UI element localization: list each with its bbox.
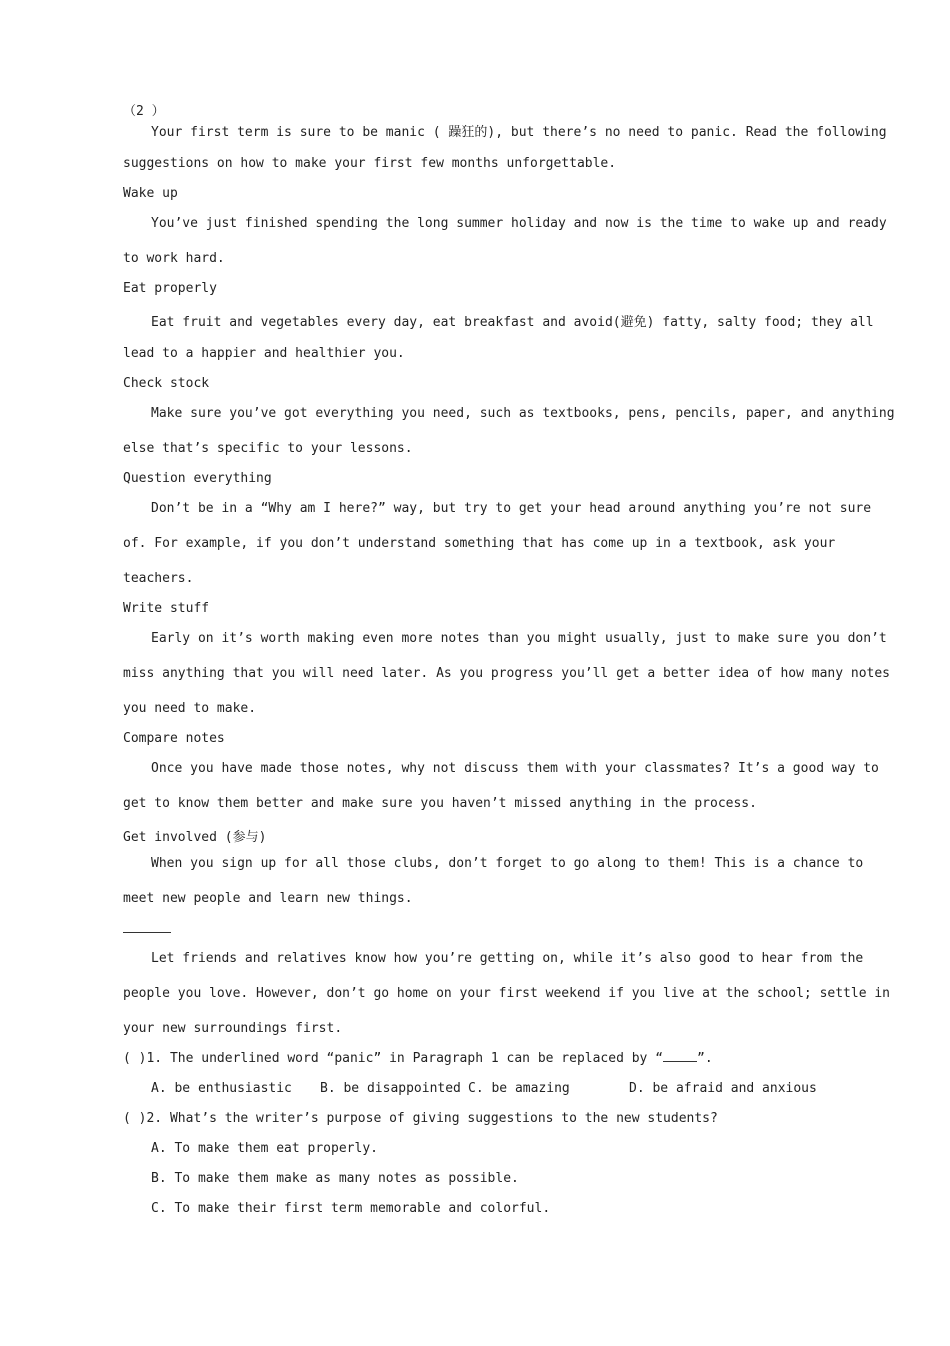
option-a: A. To make them eat properly.: [151, 1141, 378, 1156]
heading-blank: [123, 922, 171, 937]
paragraph-line: meet new people and learn new things.: [123, 891, 413, 906]
answer-blank: [663, 1051, 697, 1062]
heading-check-stock: Check stock: [123, 376, 210, 391]
paragraph-line: Eat fruit and vegetables every day, eat breakfast and avoid(避免) fatty, salty food; they all: [151, 315, 874, 330]
paragraph-line: of. For example, if you don’t understand something that has come up in a textbook, ask your: [123, 536, 836, 551]
paragraph-line: lead to a happier and healthier you.: [123, 346, 405, 361]
paragraph-line: When you sign up for all those clubs, don’t forget to go along to them! This is a chance to: [151, 856, 864, 871]
heading-eat-properly: Eat properly: [123, 281, 217, 296]
heading-compare-notes: Compare notes: [123, 731, 225, 746]
paragraph-line: Early on it’s worth making even more notes than you might usually, just to make sure you don’t: [151, 631, 887, 646]
part-label: （2 ）: [123, 104, 165, 119]
paragraph-line: your new surroundings first.: [123, 1021, 343, 1036]
option-c: C. be amazing: [468, 1081, 570, 1096]
question-1-options: [151, 1081, 828, 1097]
heading-blank-line: [123, 922, 171, 933]
paragraph-line: You’ve just finished spending the long summer holiday and now is the time to wake up and ready: [151, 216, 887, 231]
question-2-text: ( )2. What’s the writer’s purpose of giving suggestions to the new students?: [123, 1111, 718, 1126]
paragraph-line: you need to make.: [123, 701, 257, 716]
question-1-text: ( )1. The underlined word “panic” in Paragraph 1 can be replaced by “: [123, 1051, 664, 1066]
heading-write-stuff: Write stuff: [123, 601, 210, 616]
paragraph-line: Make sure you’ve got everything you need, such as textbooks, pens, pencils, paper, and anything: [151, 406, 895, 421]
intro-line-1: Your first term is sure to be manic ( 躁狂的), but there’s no need to panic. Read the following: [151, 125, 887, 140]
paragraph-line: to work hard.: [123, 251, 225, 266]
option-a: A. be enthusiastic: [151, 1081, 292, 1096]
question-1-suffix: ”.: [697, 1051, 713, 1066]
paragraph-line: people you love. However, don’t go home on your first weekend if you live at the school; settle in: [123, 986, 891, 1001]
paragraph-line: Once you have made those notes, why not discuss them with your classmates? It’s a good way to: [151, 761, 879, 776]
paragraph-line: miss anything that you will need later. As you progress you’ll get a better idea of how many notes: [123, 666, 891, 681]
heading-get-involved: Get involved (参与): [123, 830, 267, 845]
question-1: [123, 1051, 713, 1066]
intro-line-2: suggestions on how to make your first few months unforgettable.: [123, 156, 617, 171]
option-d: D. be afraid and anxious: [629, 1081, 817, 1096]
paragraph-line: Let friends and relatives know how you’re getting on, while it’s also good to hear from the: [151, 951, 864, 966]
option-c: C. To make their first term memorable and colorful.: [151, 1201, 551, 1216]
paragraph-line: get to know them better and make sure you haven’t missed anything in the process.: [123, 796, 757, 811]
heading-question-everything: Question everything: [123, 471, 272, 486]
heading-wake-up: Wake up: [123, 186, 178, 201]
paragraph-line: else that’s specific to your lessons.: [123, 441, 413, 456]
paragraph-line: teachers.: [123, 571, 194, 586]
option-b: B. be disappointed: [320, 1081, 461, 1096]
paragraph-line: Don’t be in a “Why am I here?” way, but try to get your head around anything you’re not sure: [151, 501, 872, 516]
option-b: B. To make them make as many notes as possible.: [151, 1171, 519, 1186]
